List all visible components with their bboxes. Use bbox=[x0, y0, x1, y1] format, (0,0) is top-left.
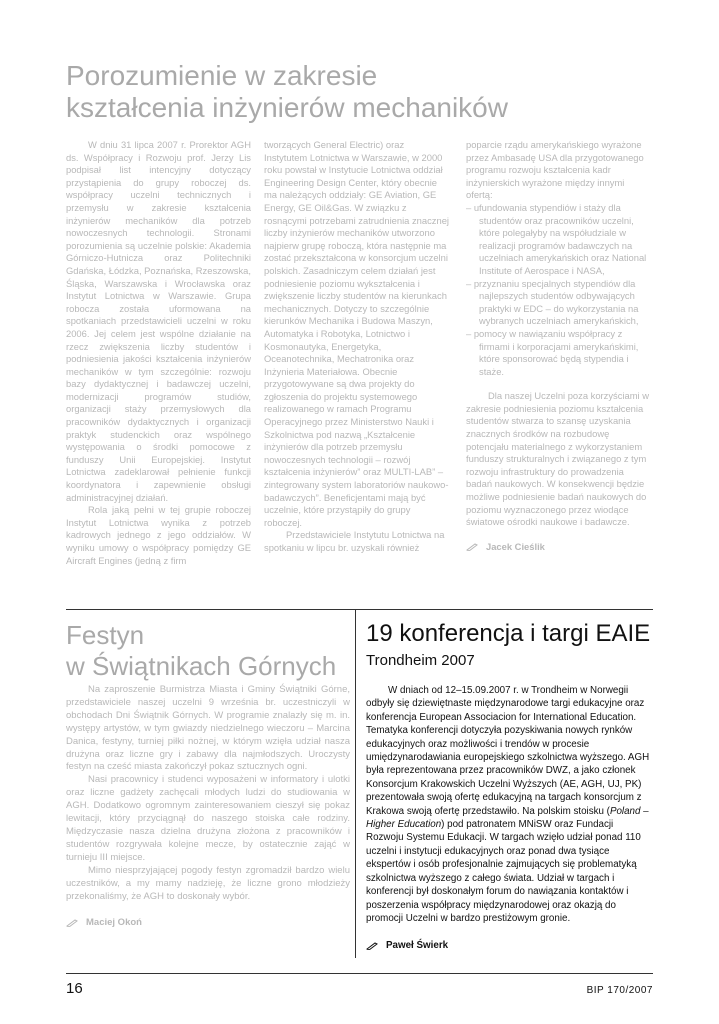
list-item: – pomocy w nawiązaniu współpracy z firmami i korporacjami amerykańskimi, które sponsorować będą stypendia i staże. bbox=[466, 327, 639, 377]
article3-signature bbox=[366, 939, 653, 952]
footer-divider bbox=[66, 973, 653, 974]
article1-column-2 bbox=[264, 139, 449, 555]
article2-signature bbox=[66, 917, 350, 930]
article1-col1-paragraph: W dniu 31 lipca 2007 r. Prorektor AGH ds. Współpracy i Rozwoju prof. Jerzy Lis podpisał list intencyjny dotyczący przystąpienia do grupy roboczej ds. współpracy uczelni technicznych i przemysłu w zakresie kształcenia inżynierów mechaników dla potrzeb nowoczesnych technologii. Stronami porozumienia są uczelnie polskie: Akademia Górniczo-Hutnicza oraz Politechniki Gdańska, Łódzka, Poznańska, Rzeszowska, Śląska, Warszawska i Wrocławska oraz Instytut Lotnictwa w Warszawie. Grupa robocza została uformowana na spotkaniach przedstawicieli uczelni w roku 2006. Jej celem jest wspólne działanie na rzecz zwiększenia liczby studentów i podniesienia jakości kształcenia inżynierów mechaników w tym szczególnie: rozwoju bazy dydaktycznej i badawczej uczelni, modernizacji programów studiów, organizacji staży przemysłowych dla pracowników dydaktycznych i organizacji praktyk studenckich oraz wspólnego występowania o środki pomocowe z funduszy Unii Europejskiej. Instytut Lotnictwa zadeklarował pełnienie funkcji koordynatora i zapewnienie obsługi administracyjnej działań. bbox=[66, 139, 251, 503]
vertical-divider bbox=[355, 609, 356, 958]
article2-title bbox=[66, 620, 336, 682]
article1-offer-list bbox=[466, 202, 651, 378]
article1-title bbox=[66, 60, 626, 124]
article3-title: 19 konferencja i targi EAIE bbox=[366, 620, 651, 647]
article1-author: Jacek Cieślik bbox=[486, 540, 545, 552]
article2-title-line2: w Świątnikach Górnych bbox=[66, 651, 337, 681]
article2-author: Maciej Okoń bbox=[86, 917, 142, 929]
article3-subtitle: Trondheim 2007 bbox=[366, 652, 475, 669]
article1-col3-paragraph: Dla naszej Uczelni poza korzyściami w zakresie podniesienia poziomu kształcenia studentów stwarza to szansę uzyskania znacznych środków na rozbudowę potencjału materialnego z wykorzystaniem funduszy strukturalnych i związanego z tym rozwoju infrastruktury do prowadzenia badań naukowych. W konsekwencji będzie możliwe podniesienie badań naukowych do poziomu wyznaczonego przez wiodące światowe ośrodki naukowe i badawcze. bbox=[466, 390, 649, 528]
article2-paragraph: Na zaproszenie Burmistrza Miasta i Gminy Świątniki Górne, przedstawiciele naszej uczelni 9 września br. uczestniczyli w obchodach Dni Świątnik Górnych. W programie znalazły się m. in. występy artystów, w tym gwiazdy niedzielnego wieczoru – Marcina Danica, festyny, turniej piłki nożnej, w którym wzięła udział nasza drużyna oraz liczne gry i zabawy dla najmłodszych. Uroczysty festyn na cześć miasta zakończył pokaz sztucznych ogni. bbox=[66, 684, 350, 773]
article1-col2-paragraph: Przedstawiciele Instytutu Lotnictwa na spotkaniu w lipcu br. uzyskali również bbox=[264, 529, 445, 553]
article3-text-part1: W dniach od 12–15.09.2007 r. w Trondheim w Norwegii odbyły się dziewiętnaste międzynarodowe targi edukacyjne oraz konferencja European Associacion for International Education. Tematyka konferencji dotyczyła pozyskiwania nowych rynków edukacyjnych oraz możliwości i trendów w procesie umiędzynarodawiania europejskiego szkolnictwa wyższego. AGH była reprezentowana przez pracowników DWZ, a jako członek Konsorcjum Krakowskich Uczelni Wyższych (AE, AGH, UJ, PK) prezentowała swoją ofertę edukacyjną na targach konsorcjum z Krakowa swoją ofertę przedstawiło. Na polskim stoisku ( bbox=[366, 685, 650, 817]
article2-title-line1: Festyn bbox=[66, 620, 145, 650]
article1-signature bbox=[466, 541, 651, 554]
list-item: – ufundowania stypendiów i staży dla studentów oraz pracowników uczelni, które polegałyby na współudziale w realizacji programów badawczych na uczelniach amerykańskich oraz National Institute of Aerospace i NASA, bbox=[466, 201, 647, 276]
article1-column-3 bbox=[466, 139, 651, 553]
article3-paragraph bbox=[366, 684, 653, 925]
article1-title-line1: Porozumienie w zakresie bbox=[66, 60, 378, 91]
article3-text-part2: ) pod patronatem MNiSW oraz Fundacji Rozwoju Systemu Edukacji. W targach wzięło udział ponad 110 uczelni i instytucji edukacyjnych oraz ponad dwa tysiące ekspertów i osób profesjonalnie zajmujących się problematyką szkolnictwa wyższego z całego świata. Udział w targach i konferencji był doskonałym forum do nawiązania kontaktów i poszerzenia współpracy międzynarodowej oraz okazją do promocji Uczelni w bardzo prestiżowym gronie. bbox=[366, 819, 641, 924]
article3-author: Paweł Świerk bbox=[386, 940, 449, 952]
horizontal-divider bbox=[66, 609, 653, 610]
page-number: 16 bbox=[66, 980, 83, 997]
article1-column-1 bbox=[66, 139, 251, 567]
article2-paragraph: Mimo niesprzyjającej pogody festyn zgromadził bardzo wielu uczestników, a my mamy nadzieję, że liczne grono młodzieży przekonaliśmy, że AGH to doskonały wybór. bbox=[66, 864, 350, 902]
pencil-icon bbox=[66, 919, 78, 927]
article1-col3-intro: poparcie rządu amerykańskiego wyrażone przez Ambasadę USA dla przygotowanego programu rozwoju kształcenia kadr inżynierskich wyrażone między innymi ofertą: bbox=[466, 139, 644, 201]
issue-label: BIP 170/2007 bbox=[586, 985, 653, 996]
pencil-icon bbox=[366, 942, 378, 950]
article2-body bbox=[66, 684, 350, 930]
list-item: – przyznaniu specjalnych stypendiów dla najlepszych studentów odbywających praktyki w EDC – do wykorzystania na wybranych uczelniach amerykańskich, bbox=[466, 277, 639, 327]
article1-col2-paragraph: tworzących General Electric) oraz Instytutem Lotnictwa w Warszawie, w 2000 roku powstał w Instytucie Lotnictwa oddział Engineering Design Center, który obecnie ma należących oddziały: GE Aviation, GE Energy, GE Oil&Gas. W związku z rosnącymi potrzebami zatrudnienia znacznej liczby inżynierów mechaników utworzono najpierw grupę roboczą, która następnie ma zostać przekształcona w konsorcjum uczelni polskich. Zasadniczym celem działań jest podniesienie poziomu wykształcenia i zwiększenie liczby studentów na kierunkach mechanicznych. Dotyczy to szczególnie kierunków Mechanika i Budowa Maszyn, Automatyka i Robotyka, Lotnictwo i Kosmonautyka, Energetyka, Oceanotechnika, Mechatronika oraz Inżynieria Materiałowa. Obecnie przygotowywane są dwa projekty do zgłoszenia do projektu systemowego realizowanego w ramach Programu Operacyjnego przez Ministerstwo Nauki i Szkolnictwa pod nazwą „Kształcenie inżynierów dla potrzeb przemysłu nowoczesnych technologii – rozwój kształcenia inżynierów” oraz MULTI-LAB” – zintegrowany system laboratoriów naukowo-badawczych”. Beneficjentami mają być uczelnie, które przystąpiły do grupy roboczej. bbox=[264, 139, 449, 528]
article3-emphasis: Poland – Higher Education bbox=[366, 805, 649, 831]
article2-paragraph: Nasi pracownicy i studenci wyposażeni w informatory i ulotki oraz liczne gadżety zachęcali młodych ludzi do studiowania w AGH. Dodatkowo ogromnym zainteresowaniem cieszył się pokaz lewitacji, który przyciągnął do naszego stoiska całe rodziny. Międzyczasie nasza dzielna drużyna złożona z pracowników i studentów rozgrywała kolejne mecze, by ostatecznie zająć w turnieju III miejsce. bbox=[66, 774, 350, 863]
article3-body bbox=[366, 684, 653, 953]
article1-col1-paragraph: Rola jaką pełni w tej grupie roboczej Instytut Lotnictwa wynika z potrzeb kadrowych jednego z jego oddziałów. W wyniku umowy o współpracy pomiędzy GE Aircraft Engines (jedną z firm bbox=[66, 504, 251, 566]
pencil-icon bbox=[466, 543, 478, 551]
article1-title-line2: kształcenia inżynierów mechaników bbox=[66, 92, 508, 123]
